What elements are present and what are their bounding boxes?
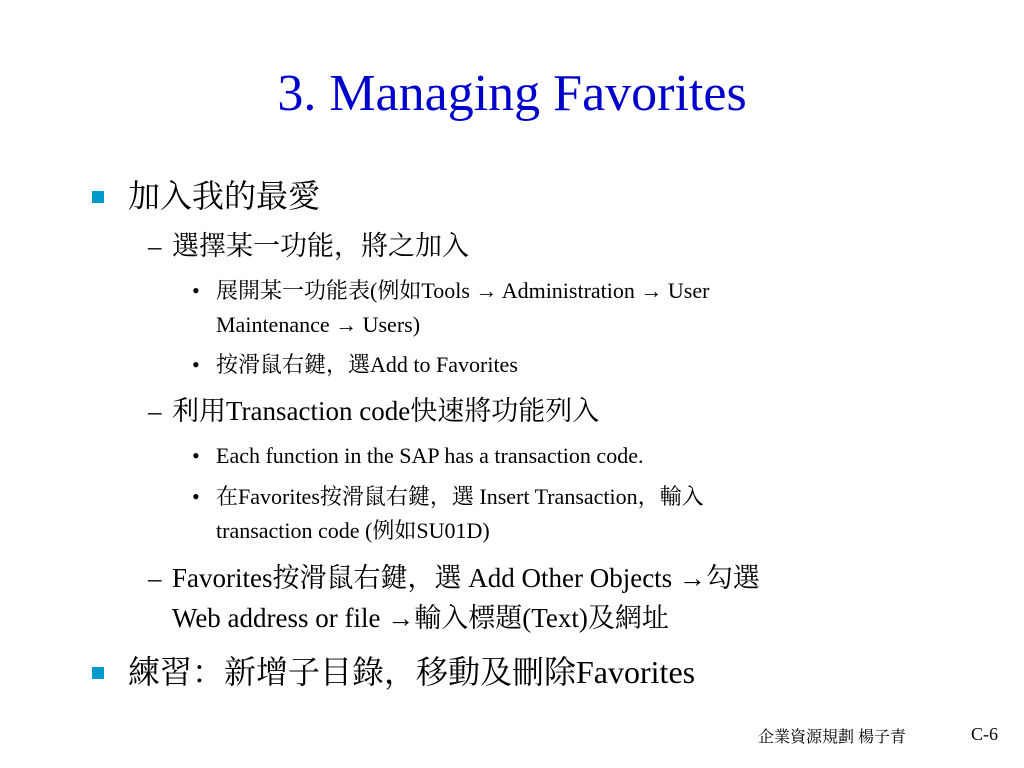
slide-title: 3. Managing Favorites [277, 65, 747, 122]
dash-bullet-icon: – [148, 563, 162, 593]
sub-item-text: 利用Transaction code快速將功能列入 [172, 396, 600, 426]
square-bullet-icon [92, 667, 104, 679]
detail-text-line-1: 展開某一功能表(例如Tools → Administration → User [216, 278, 710, 303]
detail-text-line-1: 在Favorites按滑鼠右鍵，選 Insert Transaction，輸入 [216, 484, 704, 509]
dot-bullet-icon: • [192, 352, 200, 377]
dash-bullet-icon: – [148, 231, 162, 261]
dot-bullet-icon: • [192, 484, 200, 509]
detail-text-line-2: Maintenance → Users) [216, 312, 421, 337]
detail-text-line-2: transaction code (例如SU01D) [216, 518, 490, 543]
sub-item-text-line-1: Favorites按滑鼠右鍵，選 Add Other Objects →勾選 [172, 563, 760, 593]
dot-bullet-icon: • [192, 278, 200, 303]
footer-author: 企業資源規劃 楊子青 [758, 729, 907, 746]
dash-bullet-icon: – [148, 396, 162, 426]
detail-text-line-1: 按滑鼠右鍵，選Add to Favorites [216, 352, 518, 377]
sub-item-text: 選擇某一功能，將之加入 [172, 231, 469, 261]
bullet-text: 練習：新增子目錄，移動及刪除Favorites [128, 654, 696, 690]
bullet-text: 加入我的最愛 [128, 178, 321, 214]
page-number: C-6 [971, 724, 998, 744]
dot-bullet-icon: • [192, 443, 200, 468]
square-bullet-icon [92, 191, 104, 203]
detail-text-line-1: Each function in the SAP has a transaction code. [216, 443, 644, 468]
sub-item-text-line-2: Web address or file →輸入標題(Text)及網址 [172, 603, 669, 633]
